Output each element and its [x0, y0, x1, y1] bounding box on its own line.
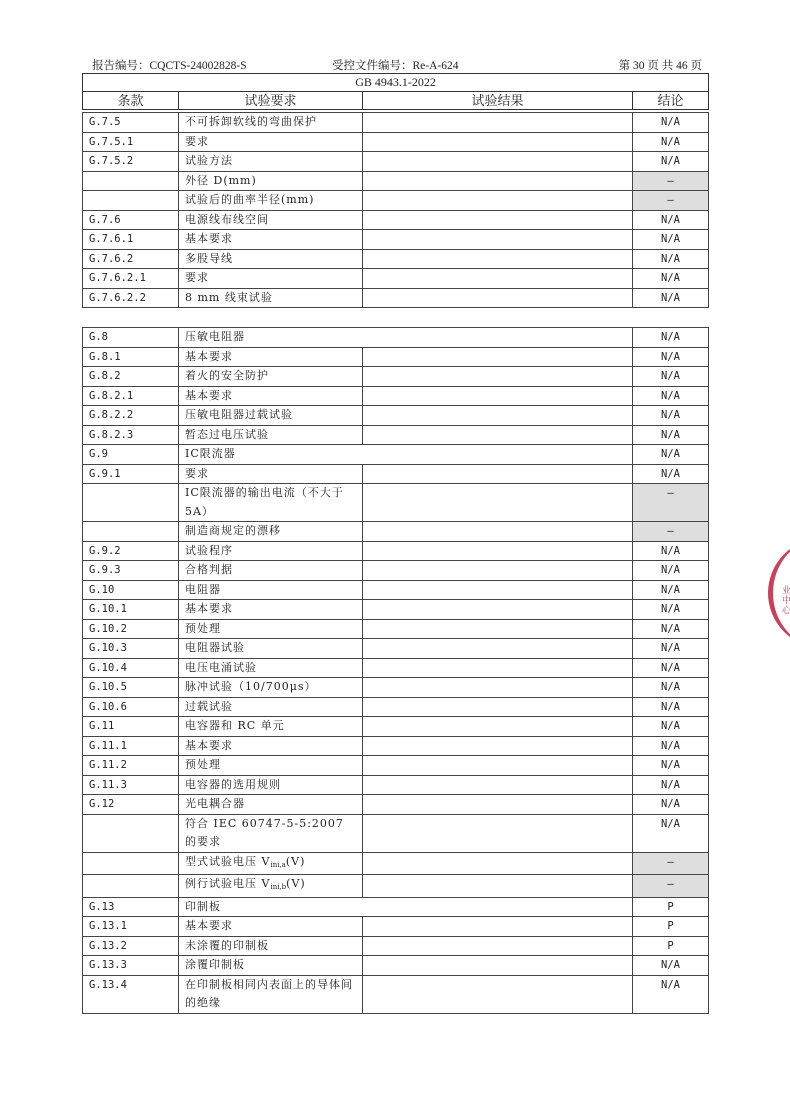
clause-cell: G.10.2 — [83, 619, 179, 639]
conclusion-cell: N/A — [633, 425, 709, 445]
table-row — [83, 347, 709, 367]
requirement-cell: IC限流器 — [179, 445, 633, 465]
conclusion-cell: N/A — [633, 328, 709, 348]
result-cell — [363, 697, 633, 717]
table-row — [83, 367, 709, 387]
conclusion-cell: N/A — [633, 210, 709, 230]
table-row — [83, 897, 709, 917]
result-cell — [363, 367, 633, 387]
table-row — [83, 717, 709, 737]
result-cell — [363, 210, 633, 230]
table-row — [83, 464, 709, 484]
table-row — [83, 697, 709, 717]
table-row — [83, 619, 709, 639]
conclusion-cell: — — [633, 484, 709, 522]
conclusion-cell: N/A — [633, 639, 709, 659]
result-cell — [363, 775, 633, 795]
clause-cell: G.7.6.2 — [83, 249, 179, 269]
table-row — [83, 522, 709, 542]
clause-cell — [83, 852, 179, 875]
clause-cell: G.9 — [83, 445, 179, 465]
clause-cell: G.7.5 — [83, 113, 179, 133]
requirement-cell: 着火的安全防护 — [179, 367, 363, 387]
requirement-cell: 涂覆印制板 — [179, 956, 363, 976]
clause-cell: G.10.4 — [83, 658, 179, 678]
result-cell — [363, 658, 633, 678]
clause-table-g8-g13 — [82, 327, 709, 1014]
clause-cell: G.10.1 — [83, 600, 179, 620]
requirement-cell: 制造商规定的漂移 — [179, 522, 363, 542]
conclusion-cell: N/A — [633, 678, 709, 698]
conclusion-cell: N/A — [633, 152, 709, 172]
result-cell — [363, 756, 633, 776]
table-row — [83, 113, 709, 133]
result-cell — [363, 406, 633, 426]
requirement-text: 例行试验电压 V — [185, 877, 271, 890]
clause-cell: G.8.2.3 — [83, 425, 179, 445]
conclusion-cell: — — [633, 852, 709, 875]
table-row — [83, 639, 709, 659]
result-cell — [363, 484, 633, 522]
result-cell — [363, 717, 633, 737]
table-row — [83, 541, 709, 561]
result-cell — [363, 936, 633, 956]
requirement-unit: (V) — [285, 854, 306, 868]
table-row — [83, 852, 709, 875]
conclusion-cell: N/A — [633, 230, 709, 250]
requirement-cell: 试验方法 — [179, 152, 363, 172]
requirement-unit: (V) — [286, 877, 306, 890]
column-result: 试验结果 — [363, 92, 633, 110]
clause-cell: G.13.1 — [83, 917, 179, 937]
clause-cell — [83, 875, 179, 898]
clause-cell: G.10.6 — [83, 697, 179, 717]
clause-cell: G.8.1 — [83, 347, 179, 367]
conclusion-cell: N/A — [633, 658, 709, 678]
clause-cell: G.9.2 — [83, 541, 179, 561]
conclusion-cell: N/A — [633, 756, 709, 776]
table-row — [83, 975, 709, 1013]
result-cell — [363, 639, 633, 659]
result-cell — [363, 269, 633, 289]
table-row — [83, 756, 709, 776]
requirement-cell: 电源线布线空间 — [179, 210, 363, 230]
table-row — [83, 171, 709, 191]
requirement-cell: 印制板 — [179, 897, 633, 917]
clause-cell: G.8.2.2 — [83, 406, 179, 426]
conclusion-cell: N/A — [633, 619, 709, 639]
result-cell — [363, 795, 633, 815]
requirement-cell: 8 mm 线束试验 — [179, 288, 363, 308]
requirement-cell: IC限流器的输出电流（不大于 5A） — [179, 484, 363, 522]
table-row — [83, 249, 709, 269]
requirement-cell: 外径 D(mm) — [179, 171, 363, 191]
requirement-cell: 未涂覆的印制板 — [179, 936, 363, 956]
conclusion-cell: N/A — [633, 386, 709, 406]
conclusion-cell: N/A — [633, 717, 709, 737]
table-row — [83, 736, 709, 756]
requirement-cell: 基本要求 — [179, 386, 363, 406]
clause-cell: G.10.5 — [83, 678, 179, 698]
clause-cell: G.13.3 — [83, 956, 179, 976]
conclusion-cell: N/A — [633, 269, 709, 289]
table-row — [83, 658, 709, 678]
conclusion-cell: N/A — [633, 464, 709, 484]
table-row — [83, 191, 709, 211]
table-row — [83, 600, 709, 620]
requirement-cell: 压敏电阻器 — [179, 328, 633, 348]
requirement-cell: 预处理 — [179, 756, 363, 776]
conclusion-cell: N/A — [633, 736, 709, 756]
result-cell — [363, 852, 633, 875]
result-cell — [363, 736, 633, 756]
table-row — [83, 580, 709, 600]
clause-cell — [83, 191, 179, 211]
result-cell — [363, 425, 633, 445]
requirement-cell: 要求 — [179, 464, 363, 484]
table-row — [83, 561, 709, 581]
requirement-cell: 多股导线 — [179, 249, 363, 269]
requirement-cell: 基本要求 — [179, 230, 363, 250]
requirement-cell: 要求 — [179, 269, 363, 289]
requirement-cell: 暂态过电压试验 — [179, 425, 363, 445]
requirement-cell: 不可拆卸软线的弯曲保护 — [179, 113, 363, 133]
conclusion-cell: N/A — [633, 347, 709, 367]
table-row — [83, 269, 709, 289]
requirement-cell: 试验程序 — [179, 541, 363, 561]
clause-cell: G.7.6.2.1 — [83, 269, 179, 289]
clause-cell: G.13.2 — [83, 936, 179, 956]
result-cell — [363, 230, 633, 250]
table-header — [82, 73, 709, 110]
clause-cell: G.13.4 — [83, 975, 179, 1013]
conclusion-cell: — — [633, 875, 709, 898]
result-cell — [363, 113, 633, 133]
requirement-cell — [179, 875, 363, 898]
table-row — [83, 230, 709, 250]
clause-cell: G.12 — [83, 795, 179, 815]
requirement-cell: 电压电涌试验 — [179, 658, 363, 678]
report-number: 报告编号：CQCTS-24002828-S — [92, 60, 247, 72]
table-row — [83, 152, 709, 172]
requirement-cell: 在印制板相同内表面上的导体间的绝缘 — [179, 975, 363, 1013]
result-cell — [363, 522, 633, 542]
standard-title: GB 4943.1-2022 — [83, 74, 709, 92]
seal-stamp-text: 业中心 — [780, 585, 790, 615]
result-cell — [363, 347, 633, 367]
conclusion-cell: N/A — [633, 795, 709, 815]
result-cell — [363, 561, 633, 581]
conclusion-cell: N/A — [633, 367, 709, 387]
result-cell — [363, 619, 633, 639]
requirement-cell: 预处理 — [179, 619, 363, 639]
table-row — [83, 775, 709, 795]
clause-cell: G.8.2.1 — [83, 386, 179, 406]
result-cell — [363, 814, 633, 852]
result-cell — [363, 956, 633, 976]
conclusion-cell: N/A — [633, 288, 709, 308]
page-header — [86, 57, 708, 73]
conclusion-cell: N/A — [633, 956, 709, 976]
conclusion-cell: P — [633, 917, 709, 937]
result-cell — [363, 580, 633, 600]
requirement-cell: 电容器的选用规则 — [179, 775, 363, 795]
requirement-cell: 试验后的曲率半径(mm) — [179, 191, 363, 211]
requirement-cell: 合格判据 — [179, 561, 363, 581]
requirement-cell: 光电耦合器 — [179, 795, 363, 815]
result-cell — [363, 917, 633, 937]
result-cell — [363, 152, 633, 172]
conclusion-cell: N/A — [633, 113, 709, 133]
table-row — [83, 936, 709, 956]
conclusion-cell: N/A — [633, 132, 709, 152]
clause-cell: G.11.1 — [83, 736, 179, 756]
requirement-cell: 基本要求 — [179, 917, 363, 937]
requirement-cell: 过载试验 — [179, 697, 363, 717]
table-row — [83, 328, 709, 348]
result-cell — [363, 171, 633, 191]
clause-cell: G.7.6 — [83, 210, 179, 230]
table-row — [83, 875, 709, 898]
conclusion-cell: N/A — [633, 814, 709, 852]
result-cell — [363, 464, 633, 484]
conclusion-cell: — — [633, 191, 709, 211]
conclusion-cell: N/A — [633, 541, 709, 561]
table-row — [83, 678, 709, 698]
table-row — [83, 288, 709, 308]
table-row — [83, 132, 709, 152]
conclusion-cell: N/A — [633, 975, 709, 1013]
result-cell — [363, 191, 633, 211]
table-row — [83, 386, 709, 406]
clause-cell — [83, 814, 179, 852]
requirement-cell: 符合 IEC 60747-5-5:2007 的要求 — [179, 814, 363, 852]
requirement-text: 型式试验电压 V — [185, 854, 271, 868]
conclusion-cell: N/A — [633, 445, 709, 465]
conclusion-cell: P — [633, 897, 709, 917]
clause-cell — [83, 171, 179, 191]
table-row — [83, 406, 709, 426]
conclusion-cell: — — [633, 171, 709, 191]
requirement-cell: 基本要求 — [179, 600, 363, 620]
conclusion-cell: N/A — [633, 775, 709, 795]
page-number: 第 30 页 共 46 页 — [618, 60, 702, 72]
requirement-cell: 脉冲试验（10/700μs） — [179, 678, 363, 698]
result-cell — [363, 249, 633, 269]
requirement-subscript: ini,b — [270, 883, 287, 891]
clause-cell: G.11.2 — [83, 756, 179, 776]
clause-cell: G.7.6.1 — [83, 230, 179, 250]
conclusion-cell: P — [633, 936, 709, 956]
table-row — [83, 814, 709, 852]
requirement-cell: 电阻器试验 — [179, 639, 363, 659]
table-row — [83, 425, 709, 445]
requirement-cell: 电阻器 — [179, 580, 363, 600]
clause-cell: G.11.3 — [83, 775, 179, 795]
requirement-cell: 电容器和 RC 单元 — [179, 717, 363, 737]
conclusion-cell: N/A — [633, 406, 709, 426]
result-cell — [363, 600, 633, 620]
conclusion-cell: N/A — [633, 249, 709, 269]
controlled-document-number: 受控文件编号：Re-A-624 — [332, 60, 459, 72]
requirement-cell: 基本要求 — [179, 347, 363, 367]
column-clause: 条款 — [83, 92, 179, 110]
result-cell — [363, 132, 633, 152]
table-row — [83, 917, 709, 937]
conclusion-cell: N/A — [633, 697, 709, 717]
clause-cell: G.11 — [83, 717, 179, 737]
table-row — [83, 795, 709, 815]
result-cell — [363, 875, 633, 898]
result-cell — [363, 288, 633, 308]
conclusion-cell: N/A — [633, 600, 709, 620]
result-cell — [363, 541, 633, 561]
clause-cell: G.7.5.1 — [83, 132, 179, 152]
result-cell — [363, 386, 633, 406]
result-cell — [363, 678, 633, 698]
requirement-cell: 要求 — [179, 132, 363, 152]
conclusion-cell: — — [633, 522, 709, 542]
clause-cell: G.7.6.2.2 — [83, 288, 179, 308]
column-requirement: 试验要求 — [179, 92, 363, 110]
clause-cell — [83, 522, 179, 542]
clause-cell: G.10.3 — [83, 639, 179, 659]
requirement-subscript: ini,a — [270, 860, 286, 869]
table-row — [83, 956, 709, 976]
table-row — [83, 484, 709, 522]
requirement-cell: 压敏电阻器过载试验 — [179, 406, 363, 426]
clause-cell: G.9.3 — [83, 561, 179, 581]
requirement-cell: 基本要求 — [179, 736, 363, 756]
clause-cell — [83, 484, 179, 522]
clause-table-g7 — [82, 112, 709, 308]
clause-cell: G.7.5.2 — [83, 152, 179, 172]
table-row — [83, 210, 709, 230]
table-row — [83, 445, 709, 465]
column-conclusion: 结论 — [633, 92, 709, 110]
clause-cell: G.8 — [83, 328, 179, 348]
clause-cell: G.9.1 — [83, 464, 179, 484]
clause-cell: G.10 — [83, 580, 179, 600]
requirement-cell — [179, 852, 363, 875]
conclusion-cell: N/A — [633, 580, 709, 600]
result-cell — [363, 975, 633, 1013]
clause-cell: G.8.2 — [83, 367, 179, 387]
conclusion-cell: N/A — [633, 561, 709, 581]
clause-cell: G.13 — [83, 897, 179, 917]
